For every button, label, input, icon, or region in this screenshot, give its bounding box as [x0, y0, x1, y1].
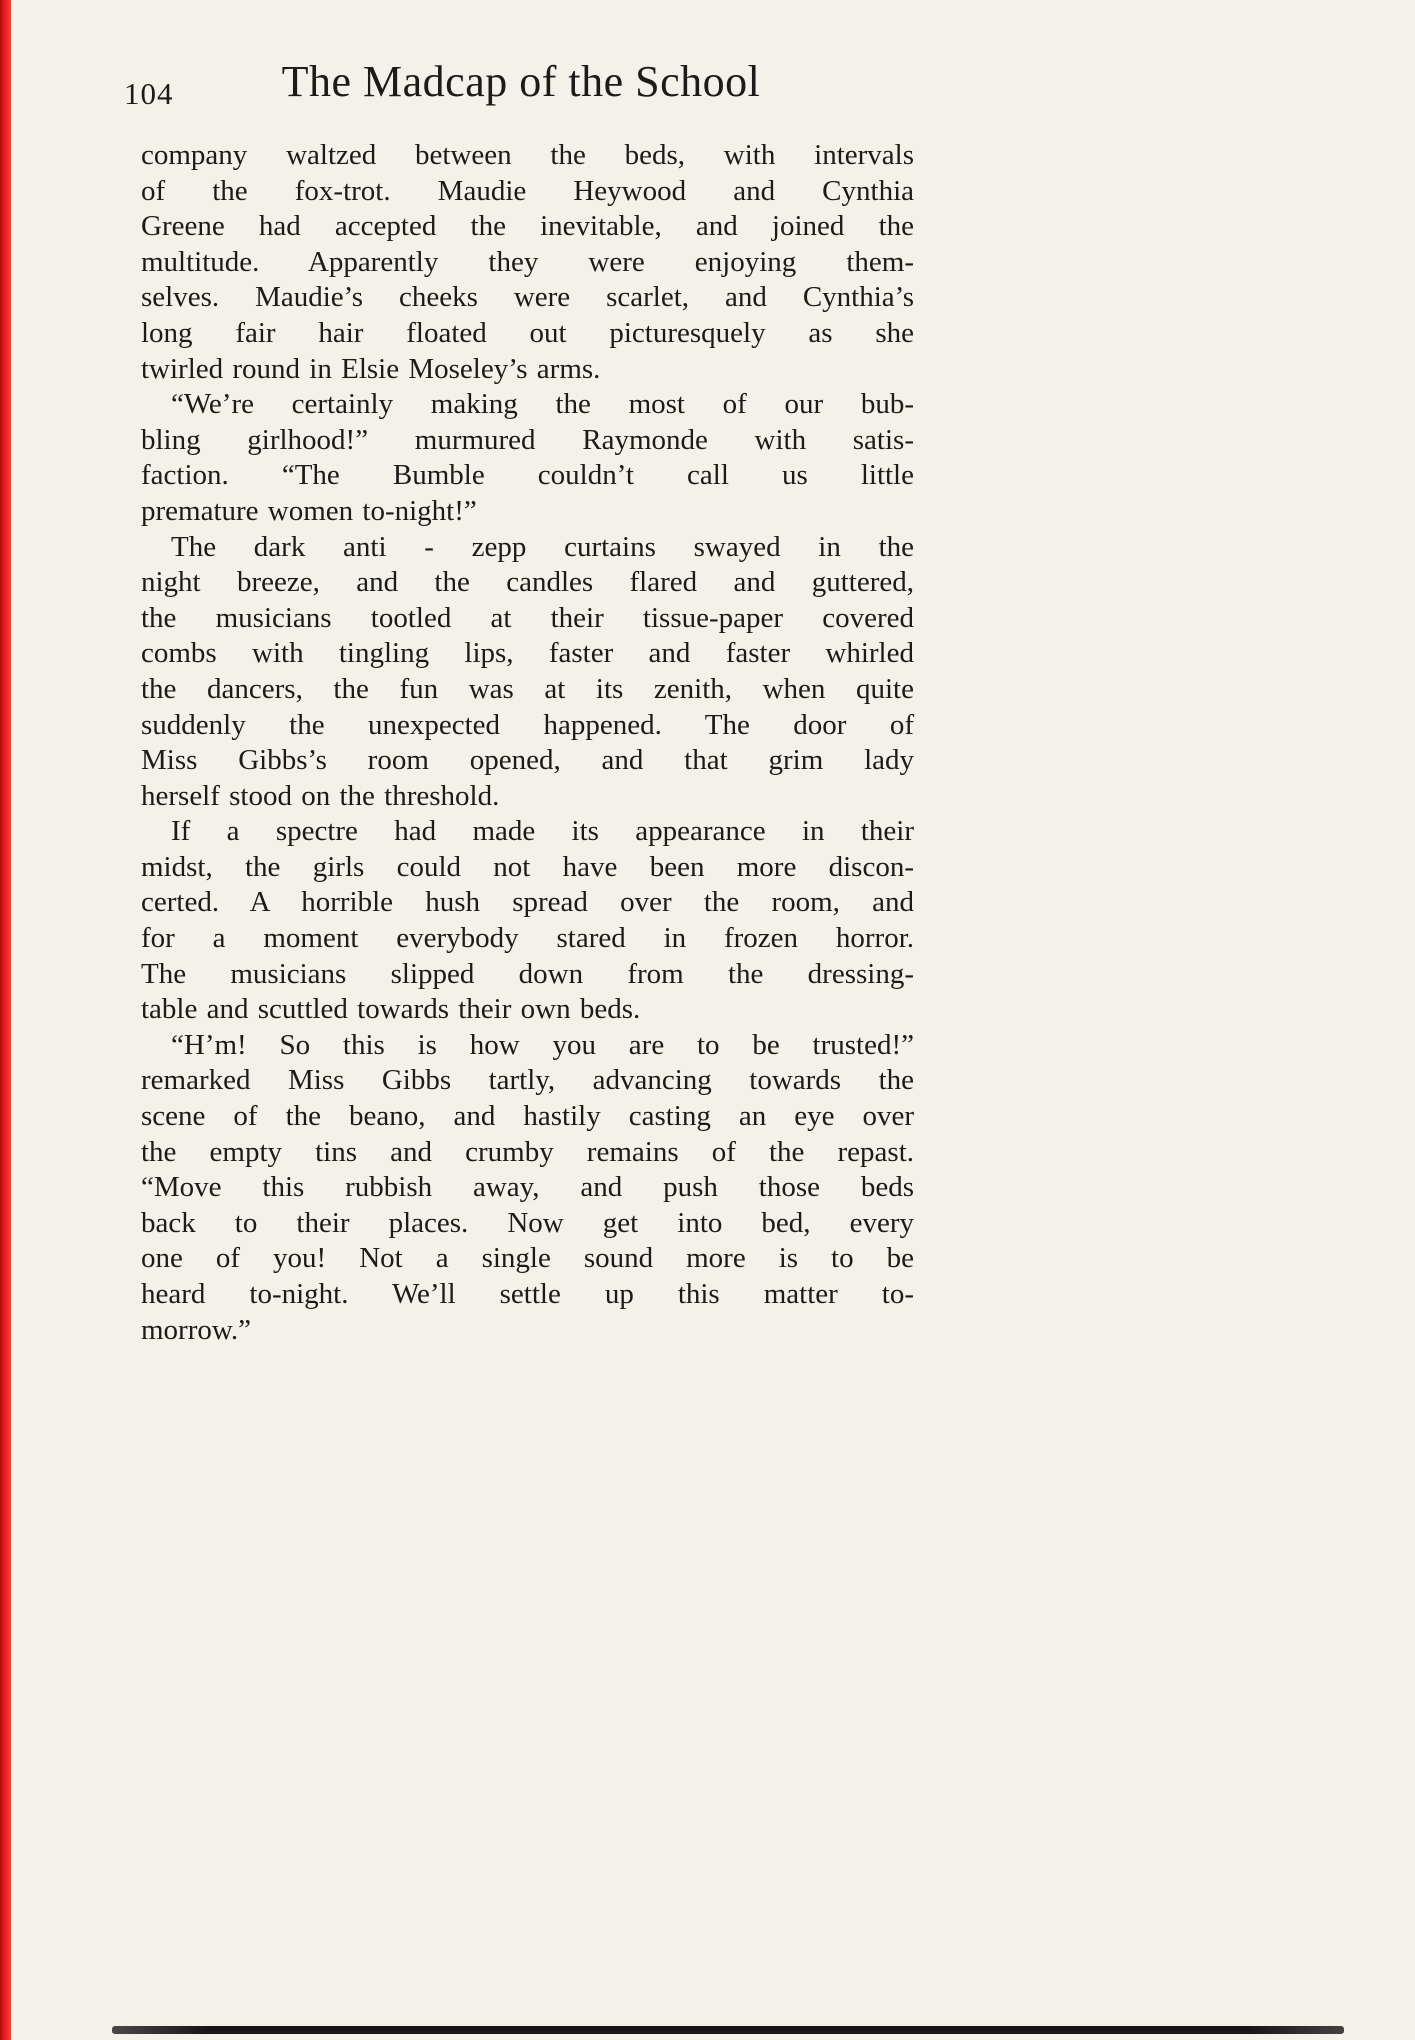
text-line: The dark anti - zepp curtains swayed in the [171, 530, 914, 563]
text-line: certed. A horrible hush spread over the room, and [141, 886, 914, 919]
text-line: for a moment everybody stared in frozen horror. [141, 922, 914, 955]
text-line: The musicians slipped down from the dressing- [141, 957, 914, 990]
text-line: If a spectre had made its appearance in their [171, 815, 914, 848]
text-line: the musicians tootled at their tissue-paper covered [141, 601, 914, 634]
paragraph-3 [141, 530, 914, 815]
text-line: heard to-night. We’ll settle up this matter to- [141, 1278, 914, 1310]
text-line: suddenly the unexpected happened. The door of [141, 708, 914, 741]
text-line: selves. Maudie’s cheeks were scarlet, and Cynthia’s [141, 281, 914, 314]
text-line: remarked Miss Gibbs tartly, advancing towards the [141, 1064, 914, 1097]
text-line: scene of the beano, and hastily casting an eye over [141, 1100, 914, 1133]
paragraph-5 [141, 1028, 914, 1348]
text-line: night breeze, and the candles flared and guttered, [141, 566, 914, 599]
page-title: The Madcap of the School [281, 57, 761, 106]
text-line: combs with tingling lips, faster and faster whirled [141, 637, 914, 670]
paragraph-1 [141, 138, 914, 387]
text-line: morrow.” [141, 1313, 252, 1346]
text-line: midst, the girls could not have been more discon- [141, 850, 914, 883]
page-number: 104 [124, 76, 174, 111]
page-header [124, 56, 914, 118]
scan-edge-bottom-bar [112, 2026, 1344, 2034]
text-line: the empty tins and crumby remains of the repast. [141, 1135, 914, 1168]
text-line: “H’m! So this is how you are to be trusted!” [171, 1028, 914, 1061]
text-line: premature women to-night!” [141, 494, 477, 527]
text-line: Greene had accepted the inevitable, and joined the [141, 210, 914, 243]
text-line: twirled round in Elsie Moseley’s arms. [141, 352, 601, 385]
text-line: Miss Gibbs’s room opened, and that grim lady [141, 744, 914, 777]
paragraph-2 [141, 387, 914, 529]
text-line: company waltzed between the beds, with intervals [141, 139, 914, 171]
text-line: of the fox-trot. Maudie Heywood and Cynthia [141, 174, 914, 207]
text-line: faction. “The Bumble couldn’t call us little [141, 459, 914, 492]
text-block [141, 138, 914, 1348]
text-line: “We’re certainly making the most of our bub- [171, 388, 914, 421]
text-line: table and scuttled towards their own beds. [141, 993, 641, 1026]
text-line: the dancers, the fun was at its zenith, when quite [141, 672, 914, 705]
paragraph-4 [141, 814, 914, 1028]
text-line: back to their places. Now get into bed, every [141, 1206, 914, 1239]
text-line: multitude. Apparently they were enjoying them- [141, 245, 914, 278]
text-line: “Move this rubbish away, and push those beds [141, 1171, 914, 1204]
text-line: one of you! Not a single sound more is to be [141, 1242, 914, 1275]
text-line: bling girlhood!” murmured Raymonde with satis- [141, 423, 914, 456]
text-line: herself stood on the threshold. [141, 779, 500, 812]
text-line: long fair hair floated out picturesquely as she [141, 316, 914, 349]
scan-edge-red-strip [0, 0, 11, 2040]
